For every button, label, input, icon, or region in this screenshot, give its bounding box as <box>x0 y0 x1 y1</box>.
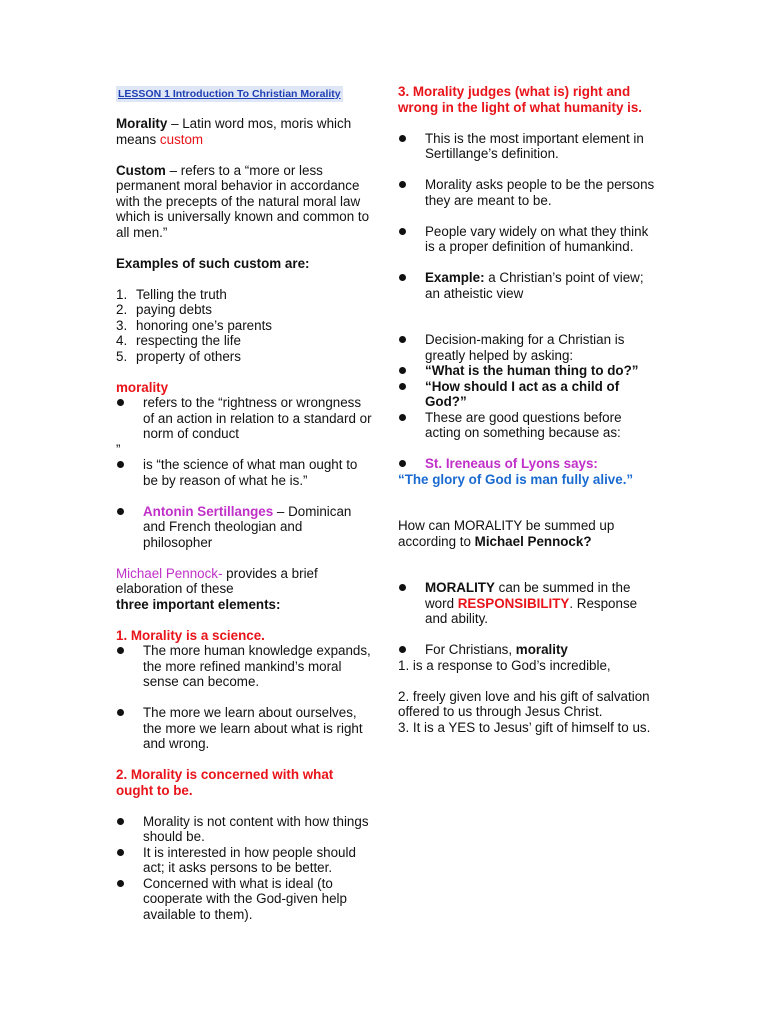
section-3-heading: 3. Morality judges (what is) right and wrong in the light of what humanity is. <box>398 84 642 115</box>
list-item: This is the most important element in Sertillange’s definition. <box>398 131 660 162</box>
bullet-icon <box>399 367 406 374</box>
examples-list <box>116 287 374 365</box>
list-item: 4. respecting the life <box>116 333 241 348</box>
list-item: It is interested in how people should act; it asks persons to be better. <box>116 845 374 876</box>
bullet-icon <box>117 818 124 825</box>
numbered-line-3: 3. It is a YES to Jesus’ gift of himself to us. <box>398 719 651 735</box>
decision-bullets <box>398 332 660 441</box>
bullet-icon <box>117 647 124 654</box>
section-3-bullets <box>398 131 660 302</box>
list-item: Concerned with what is ideal (to cooperate with the God-given help available to them). <box>116 876 374 923</box>
list-item: 1. Telling the truth <box>116 286 227 302</box>
list-item: 2. paying debts <box>116 302 212 317</box>
three-elements: three important elements: <box>116 596 281 612</box>
bullet-icon <box>117 849 124 856</box>
pennock-intro: Michael Pennock- provides a brief elaboration of these <box>116 565 318 596</box>
bullet-icon <box>117 508 124 515</box>
list-item: Decision-making for a Christian is greatly helped by asking: <box>398 332 660 363</box>
list-item: refers to the “rightness or wrongness of an action in relation to a standard or norm of conduct <box>116 395 374 442</box>
bullet-icon <box>399 646 406 653</box>
bullet-icon <box>399 181 406 188</box>
bullet-icon <box>399 584 406 591</box>
list-item: 3. honoring one’s parents <box>116 317 272 333</box>
responsibility-item: MORALITY can be summed in the word RESPONSIBILITY. Response and ability. <box>398 580 660 627</box>
left-column <box>116 84 374 922</box>
list-item: Morality is not content with how things should be. <box>116 814 374 845</box>
bullet-icon <box>117 461 124 468</box>
examples-heading: Examples of such custom are: <box>116 255 310 271</box>
section-1-bullets <box>116 643 374 752</box>
section-1-heading: 1. Morality is a science. <box>116 627 265 643</box>
list-item: These are good questions before acting on something because as: <box>398 410 660 441</box>
list-item: People vary widely on what they think is a proper definition of humankind. <box>398 224 660 255</box>
bullet-icon <box>117 399 124 406</box>
morality-definition: Morality – Latin word mos, moris which means custom <box>116 116 352 147</box>
list-item: “How should I act as a child of God?” <box>398 379 660 410</box>
ireneaus-item: St. Ireneaus of Lyons says: <box>398 456 660 472</box>
ireneaus-quote: “The glory of God is man fully alive.” <box>398 471 634 487</box>
list-item: 5. property of others <box>116 348 241 364</box>
stray-quote: ” <box>116 441 121 457</box>
sertillanges-item: Antonin Sertillanges – Dominican and French theologian and philosopher <box>116 504 374 551</box>
bullet-icon <box>399 228 406 235</box>
right-column <box>398 84 660 735</box>
list-item: is “the science of what man ought to be by reason of what he is.” <box>116 457 374 488</box>
morality-heading: morality <box>116 379 169 395</box>
bullet-icon <box>117 880 124 887</box>
example-item: Example: a Christian’s point of view; an atheistic view <box>398 270 660 301</box>
bullet-icon <box>399 336 406 343</box>
christians-item: For Christians, morality <box>398 642 660 658</box>
bullet-icon <box>117 709 124 716</box>
section-2-bullets <box>116 814 374 923</box>
lesson-title: LESSON 1 Introduction To Christian Morality <box>118 88 341 100</box>
bullet-icon <box>399 383 406 390</box>
numbered-line-2: 2. freely given love and his gift of salvation offered to us through Jesus Christ. <box>398 688 650 719</box>
list-item: The more human knowledge expands, the more refined mankind’s moral sense can become. <box>116 643 374 690</box>
bullet-icon <box>399 460 406 467</box>
custom-definition: Custom – refers to a “more or less permanent moral behavior in accordance with the precepts of the natural moral law which is universally known and common to all men.” <box>116 162 370 240</box>
list-item: “What is the human thing to do?” <box>398 363 660 379</box>
list-item: Morality asks people to be the persons they are meant to be. <box>398 177 660 208</box>
numbered-line-1: 1. is a response to God’s incredible, <box>398 657 611 673</box>
morality-bullets <box>116 395 374 442</box>
bullet-icon <box>399 135 406 142</box>
section-2-heading: 2. Morality is concerned with what ought to be. <box>116 767 334 798</box>
summed-question: How can MORALITY be summed up according to Michael Pennock? <box>398 518 615 549</box>
list-item: The more we learn about ourselves, the more we learn about what is right and wrong. <box>116 705 374 752</box>
bullet-icon <box>399 274 406 281</box>
bullet-icon <box>399 414 406 421</box>
